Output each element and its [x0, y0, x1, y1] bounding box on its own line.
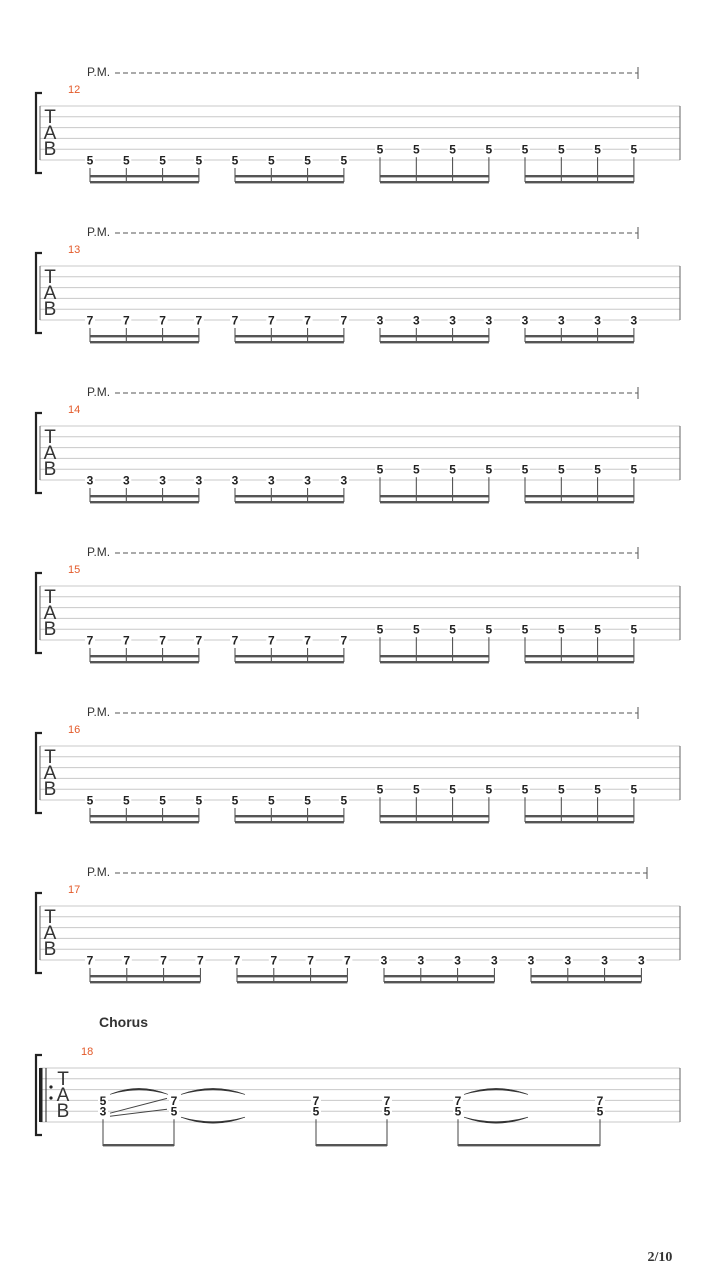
beam-primary [380, 495, 489, 497]
fret-number: 7 [195, 313, 203, 328]
fret-number: 5 [521, 462, 529, 477]
fret-number: 5 [340, 153, 348, 168]
fret-number: 5 [170, 1104, 178, 1119]
fret-number: 5 [630, 782, 638, 797]
fret-number: 7 [195, 633, 203, 648]
beam-primary [525, 495, 634, 497]
tab-clef-letter: T [44, 907, 56, 928]
section-chorus-label: Chorus [99, 1014, 148, 1030]
fret-number: 7 [170, 1093, 178, 1108]
beam-primary [525, 175, 634, 177]
beam-primary [458, 1144, 600, 1146]
fret-number: 5 [449, 462, 456, 477]
system-bracket [36, 93, 42, 173]
beam-secondary [90, 341, 199, 343]
measure-number: 14 [68, 404, 81, 416]
tab-clef-letter: T [44, 107, 56, 128]
fret-number: 7 [304, 313, 311, 328]
fret-number: 5 [304, 153, 311, 168]
fret-number: 3 [231, 473, 239, 488]
fret-number: 3 [417, 953, 425, 968]
tab-clef-letter: B [43, 299, 57, 320]
measure-number: 18 [81, 1046, 94, 1058]
fret-number: 7 [340, 633, 348, 648]
fret-number: 5 [630, 462, 638, 477]
fret-number: 3 [195, 473, 203, 488]
beam-secondary [237, 981, 347, 983]
fret-number: 5 [340, 793, 348, 808]
beam-secondary [90, 181, 199, 183]
fret-number: 7 [86, 633, 94, 648]
fret-number: 7 [231, 313, 239, 328]
fret-number: 7 [86, 313, 94, 328]
beam-primary [90, 815, 199, 817]
fret-number: 5 [521, 782, 529, 797]
fret-number: 5 [557, 622, 565, 637]
fret-number: 5 [454, 1104, 462, 1119]
fret-number: 7 [312, 1093, 320, 1108]
fret-number: 5 [449, 142, 456, 157]
fret-number: 5 [485, 782, 493, 797]
tab-clef-letter: A [56, 1085, 70, 1106]
fret-number: 7 [454, 1093, 462, 1108]
palm-mute-label: P.M. [87, 865, 111, 879]
palm-mute-label: P.M. [87, 65, 111, 79]
fret-number: 5 [376, 142, 384, 157]
fret-number: 7 [344, 953, 351, 968]
fret-number: 5 [267, 793, 275, 808]
fret-number: 3 [638, 953, 645, 968]
fret-number: 5 [231, 153, 239, 168]
beam-primary [380, 655, 489, 657]
fret-number: 5 [99, 1093, 107, 1108]
fret-number: 7 [159, 633, 166, 648]
beam-primary [235, 655, 344, 657]
fret-number: 5 [412, 142, 420, 157]
tab-clef-letter: T [44, 587, 56, 608]
fret-number: 5 [376, 622, 384, 637]
fret-number: 5 [159, 153, 166, 168]
fret-number: 5 [312, 1104, 320, 1119]
system-bracket [36, 573, 42, 653]
beam-secondary [525, 501, 634, 503]
fret-number: 7 [233, 953, 241, 968]
fret-number: 5 [557, 782, 565, 797]
beam-primary [90, 495, 199, 497]
tab-clef-letter: A [43, 123, 57, 144]
fret-number: 3 [527, 953, 535, 968]
fret-number: 5 [557, 142, 565, 157]
repeat-thick-bar [39, 1068, 43, 1122]
fret-number: 5 [412, 782, 420, 797]
system-bracket [36, 733, 42, 813]
page-number: 2/10 [647, 1250, 673, 1265]
tab-clef-letter: B [43, 139, 57, 160]
fret-number: 5 [159, 793, 166, 808]
beam-secondary [525, 661, 634, 663]
beam-secondary [90, 661, 199, 663]
repeat-dot [49, 1085, 52, 1088]
tab-clef-letter: A [43, 603, 57, 624]
beam-secondary [90, 821, 199, 823]
fret-number: 5 [195, 793, 203, 808]
beam-primary [380, 335, 489, 337]
fret-number: 5 [267, 153, 275, 168]
fret-number: 5 [195, 153, 203, 168]
beam-secondary [525, 181, 634, 183]
measure-number: 12 [68, 84, 81, 96]
fret-number: 7 [596, 1093, 604, 1108]
tab-clef-letter: A [43, 283, 57, 304]
beam-secondary [380, 181, 489, 183]
tab-clef-letter: T [44, 427, 56, 448]
fret-number: 5 [594, 782, 601, 797]
fret-number: 7 [122, 313, 130, 328]
fret-number: 5 [485, 462, 493, 477]
beam-secondary [380, 821, 489, 823]
fret-number: 5 [304, 793, 311, 808]
fret-number: 7 [197, 953, 204, 968]
tab-clef-letter: A [43, 923, 57, 944]
beam-primary [380, 175, 489, 177]
beam-secondary [90, 981, 200, 983]
fret-number: 3 [340, 473, 348, 488]
fret-number: 5 [594, 142, 601, 157]
palm-mute-label: P.M. [87, 385, 111, 399]
fret-number: 7 [270, 953, 278, 968]
system-bracket [36, 413, 42, 493]
fret-number: 3 [99, 1104, 107, 1119]
beam-primary [531, 975, 641, 977]
system-bracket [36, 893, 42, 973]
fret-number: 7 [340, 313, 348, 328]
beam-primary [316, 1144, 387, 1146]
fret-number: 7 [307, 953, 314, 968]
fret-number: 5 [485, 622, 493, 637]
fret-number: 3 [594, 313, 601, 328]
tab-clef-letter: A [43, 763, 57, 784]
beam-primary [235, 815, 344, 817]
fret-number: 5 [122, 793, 130, 808]
fret-number: 3 [521, 313, 529, 328]
beam-secondary [380, 341, 489, 343]
beam-secondary [380, 661, 489, 663]
beam-primary [380, 815, 489, 817]
measure-number: 15 [68, 564, 81, 576]
fret-number: 5 [521, 622, 529, 637]
tab-clef-letter: T [44, 747, 56, 768]
tab-clef-letter: B [43, 619, 57, 640]
beam-primary [235, 495, 344, 497]
beam-secondary [531, 981, 641, 983]
beam-primary [90, 655, 199, 657]
slide-line [110, 1109, 167, 1116]
fret-number: 5 [86, 793, 94, 808]
fret-number: 3 [380, 953, 388, 968]
fret-number: 7 [123, 953, 131, 968]
fret-number: 5 [412, 622, 420, 637]
beam-primary [525, 335, 634, 337]
beam-primary [103, 1144, 174, 1146]
beam-primary [525, 815, 634, 817]
fret-number: 7 [267, 313, 275, 328]
system-bracket [36, 253, 42, 333]
fret-number: 7 [267, 633, 275, 648]
beam-secondary [235, 341, 344, 343]
beam-primary [90, 335, 199, 337]
palm-mute-label: P.M. [87, 545, 111, 559]
fret-number: 5 [449, 782, 456, 797]
tab-clef-letter: T [44, 267, 56, 288]
beam-primary [384, 975, 494, 977]
fret-number: 5 [630, 142, 638, 157]
measure-number: 16 [68, 724, 81, 736]
fret-number: 3 [376, 313, 384, 328]
fret-number: 3 [159, 473, 166, 488]
fret-number: 5 [594, 622, 601, 637]
fret-number: 5 [122, 153, 130, 168]
fret-number: 7 [383, 1093, 391, 1108]
fret-number: 3 [267, 473, 275, 488]
beam-primary [235, 335, 344, 337]
fret-number: 7 [160, 953, 167, 968]
fret-number: 5 [521, 142, 529, 157]
fret-number: 3 [485, 313, 493, 328]
beam-primary [237, 975, 347, 977]
fret-number: 7 [86, 953, 94, 968]
beam-primary [90, 175, 199, 177]
beam-secondary [90, 501, 199, 503]
beam-secondary [235, 661, 344, 663]
beam-primary [235, 175, 344, 177]
fret-number: 3 [630, 313, 638, 328]
beam-secondary [525, 341, 634, 343]
tab-clef-letter: B [43, 459, 57, 480]
beam-secondary [525, 821, 634, 823]
fret-number: 3 [412, 313, 420, 328]
fret-number: 5 [485, 142, 493, 157]
beam-primary [90, 975, 200, 977]
tab-clef-letter: B [43, 779, 57, 800]
fret-number: 5 [376, 782, 384, 797]
fret-number: 7 [304, 633, 311, 648]
fret-number: 7 [159, 313, 166, 328]
tab-clef-letter: T [57, 1069, 69, 1090]
fret-number: 5 [596, 1104, 604, 1119]
beam-secondary [235, 821, 344, 823]
fret-number: 3 [304, 473, 311, 488]
fret-number: 3 [122, 473, 130, 488]
beam-secondary [235, 181, 344, 183]
fret-number: 3 [557, 313, 565, 328]
fret-number: 3 [601, 953, 608, 968]
fret-number: 5 [231, 793, 239, 808]
fret-number: 5 [86, 153, 94, 168]
fret-number: 5 [376, 462, 384, 477]
tab-clef-letter: A [43, 443, 57, 464]
measure-number: 17 [68, 884, 81, 896]
fret-number: 3 [564, 953, 572, 968]
repeat-dot [49, 1096, 52, 1099]
beam-primary [525, 655, 634, 657]
fret-number: 5 [557, 462, 565, 477]
fret-number: 7 [122, 633, 130, 648]
fret-number: 3 [454, 953, 461, 968]
fret-number: 3 [86, 473, 94, 488]
beam-secondary [235, 501, 344, 503]
fret-number: 5 [594, 462, 601, 477]
tab-clef-letter: B [56, 1101, 70, 1122]
fret-number: 5 [630, 622, 638, 637]
tab-clef-letter: B [43, 939, 57, 960]
fret-number: 5 [412, 462, 420, 477]
beam-secondary [380, 501, 489, 503]
fret-number: 7 [231, 633, 239, 648]
beam-secondary [384, 981, 494, 983]
measure-number: 13 [68, 244, 81, 256]
fret-number: 5 [383, 1104, 391, 1119]
fret-number: 5 [449, 622, 456, 637]
palm-mute-label: P.M. [87, 705, 111, 719]
fret-number: 3 [449, 313, 456, 328]
palm-mute-label: P.M. [87, 225, 111, 239]
fret-number: 3 [491, 953, 498, 968]
